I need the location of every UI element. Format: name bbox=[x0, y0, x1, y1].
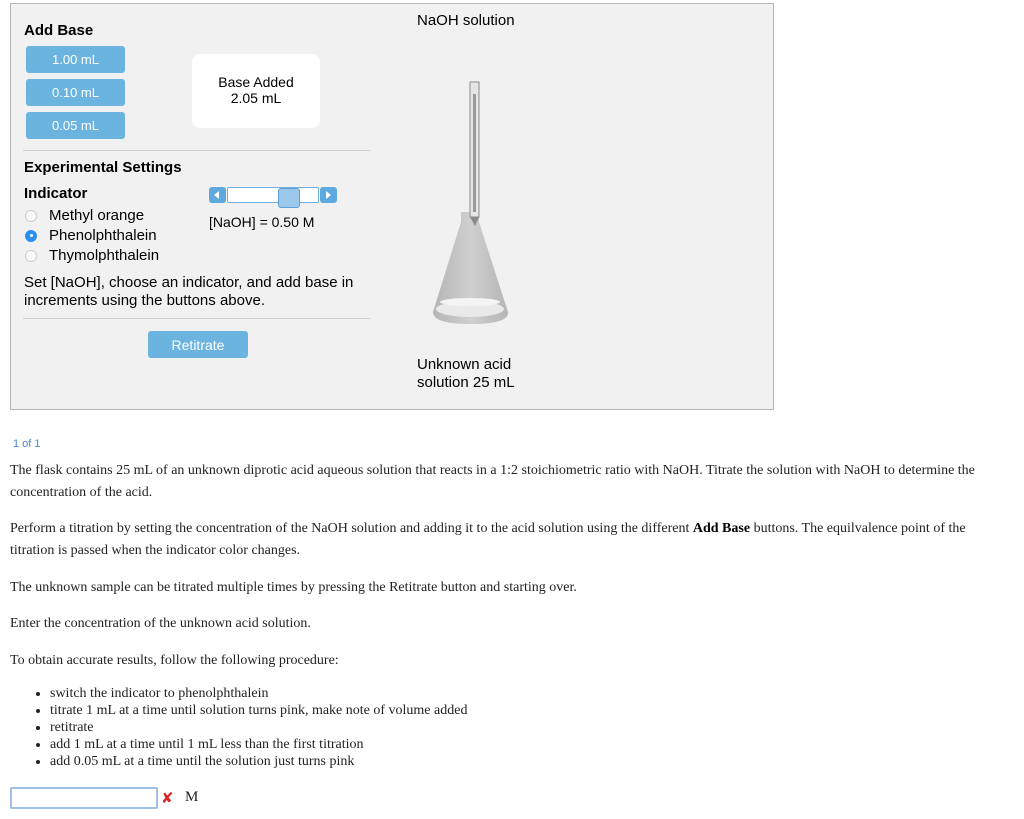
retitrate-button[interactable]: Retitrate bbox=[148, 331, 248, 358]
base-added-display bbox=[192, 54, 320, 128]
question-paragraph: Enter the concentration of the unknown acid solution. bbox=[10, 616, 311, 631]
question-paragraph: The flask contains 25 mL of an unknown diprotic acid aqueous solution that reacts in a 1:2 stoichiometric ratio with NaOH. Titrate the solution with NaOH to determine the concentration of the acid. bbox=[10, 463, 975, 500]
burette-icon bbox=[470, 82, 479, 226]
question-text: buttons. The equilvalence point of the titration is passed when the indicator color changes. bbox=[10, 521, 966, 558]
add-0.05ml-button[interactable]: 0.05 mL bbox=[26, 112, 125, 139]
list-item: • titrate 1 mL at a time until solution turns pink, make note of volume added bbox=[50, 702, 467, 719]
question-bold-text: Add Base bbox=[692, 521, 751, 536]
acid-solution-label bbox=[417, 356, 515, 392]
indicator-option-phenolphthalein[interactable] bbox=[25, 227, 157, 244]
slider-thumb[interactable] bbox=[278, 188, 300, 208]
list-item: • add 1 mL at a time until 1 mL less than the first titration bbox=[50, 736, 467, 753]
slider-track[interactable] bbox=[227, 187, 319, 203]
radio-icon[interactable] bbox=[25, 210, 37, 222]
flask-icon bbox=[433, 212, 508, 324]
titration-apparatus bbox=[421, 74, 521, 334]
acid-label-line: Unknown acid bbox=[417, 356, 512, 373]
question-text: Perform a titration by setting the concentration of the NaOH solution and adding it to the acid solution using the different bbox=[10, 521, 693, 536]
question-paragraph: The unknown sample can be titrated multiple times by pressing the Retitrate button and starting over. bbox=[10, 580, 577, 595]
slider-increase-arrow-icon[interactable] bbox=[320, 187, 337, 203]
procedure-list bbox=[10, 685, 467, 770]
base-added-value: 2.05 mL bbox=[230, 90, 282, 106]
indicator-label: Phenolphthalein bbox=[49, 227, 157, 244]
answer-unit: M bbox=[185, 789, 199, 805]
titration-simulator bbox=[10, 3, 774, 410]
add-base-title: Add Base bbox=[24, 22, 94, 39]
experimental-settings-title: Experimental Settings bbox=[24, 159, 182, 176]
indicator-option-thymolphthalein[interactable] bbox=[25, 247, 159, 264]
naoh-concentration-slider[interactable] bbox=[209, 185, 327, 205]
page-indicator: 1 of 1 bbox=[13, 438, 41, 450]
slider-decrease-arrow-icon[interactable] bbox=[209, 187, 226, 203]
indicator-title: Indicator bbox=[24, 185, 88, 202]
divider bbox=[23, 318, 370, 319]
incorrect-icon: ✘ bbox=[161, 789, 174, 807]
indicator-option-methyl-orange[interactable] bbox=[25, 207, 144, 224]
add-1ml-button[interactable]: 1.00 mL bbox=[26, 46, 125, 73]
instructions-text: Set [NaOH], choose an indicator, and add base in increments using the buttons above. bbox=[24, 274, 354, 309]
answer-input[interactable] bbox=[10, 787, 158, 809]
add-0.1ml-button[interactable]: 0.10 mL bbox=[26, 79, 125, 106]
divider bbox=[23, 150, 370, 151]
radio-icon[interactable] bbox=[25, 250, 37, 262]
indicator-label: Thymolphthalein bbox=[49, 247, 160, 264]
list-item: • switch the indicator to phenolphthalein bbox=[50, 685, 467, 702]
naoh-concentration-label: [NaOH] = 0.50 M bbox=[209, 214, 315, 230]
radio-selected-icon[interactable] bbox=[25, 230, 37, 242]
acid-label-line: solution 25 mL bbox=[417, 374, 515, 391]
list-item: • add 0.05 mL at a time until the solution just turns pink bbox=[50, 753, 467, 770]
indicator-label: Methyl orange bbox=[49, 207, 145, 224]
base-added-label: Base Added bbox=[218, 74, 294, 90]
list-item: • retitrate bbox=[50, 719, 467, 736]
question-paragraph bbox=[10, 518, 1010, 562]
naoh-solution-label: NaOH solution bbox=[417, 12, 515, 29]
question-paragraph: To obtain accurate results, follow the following procedure: bbox=[10, 653, 339, 668]
